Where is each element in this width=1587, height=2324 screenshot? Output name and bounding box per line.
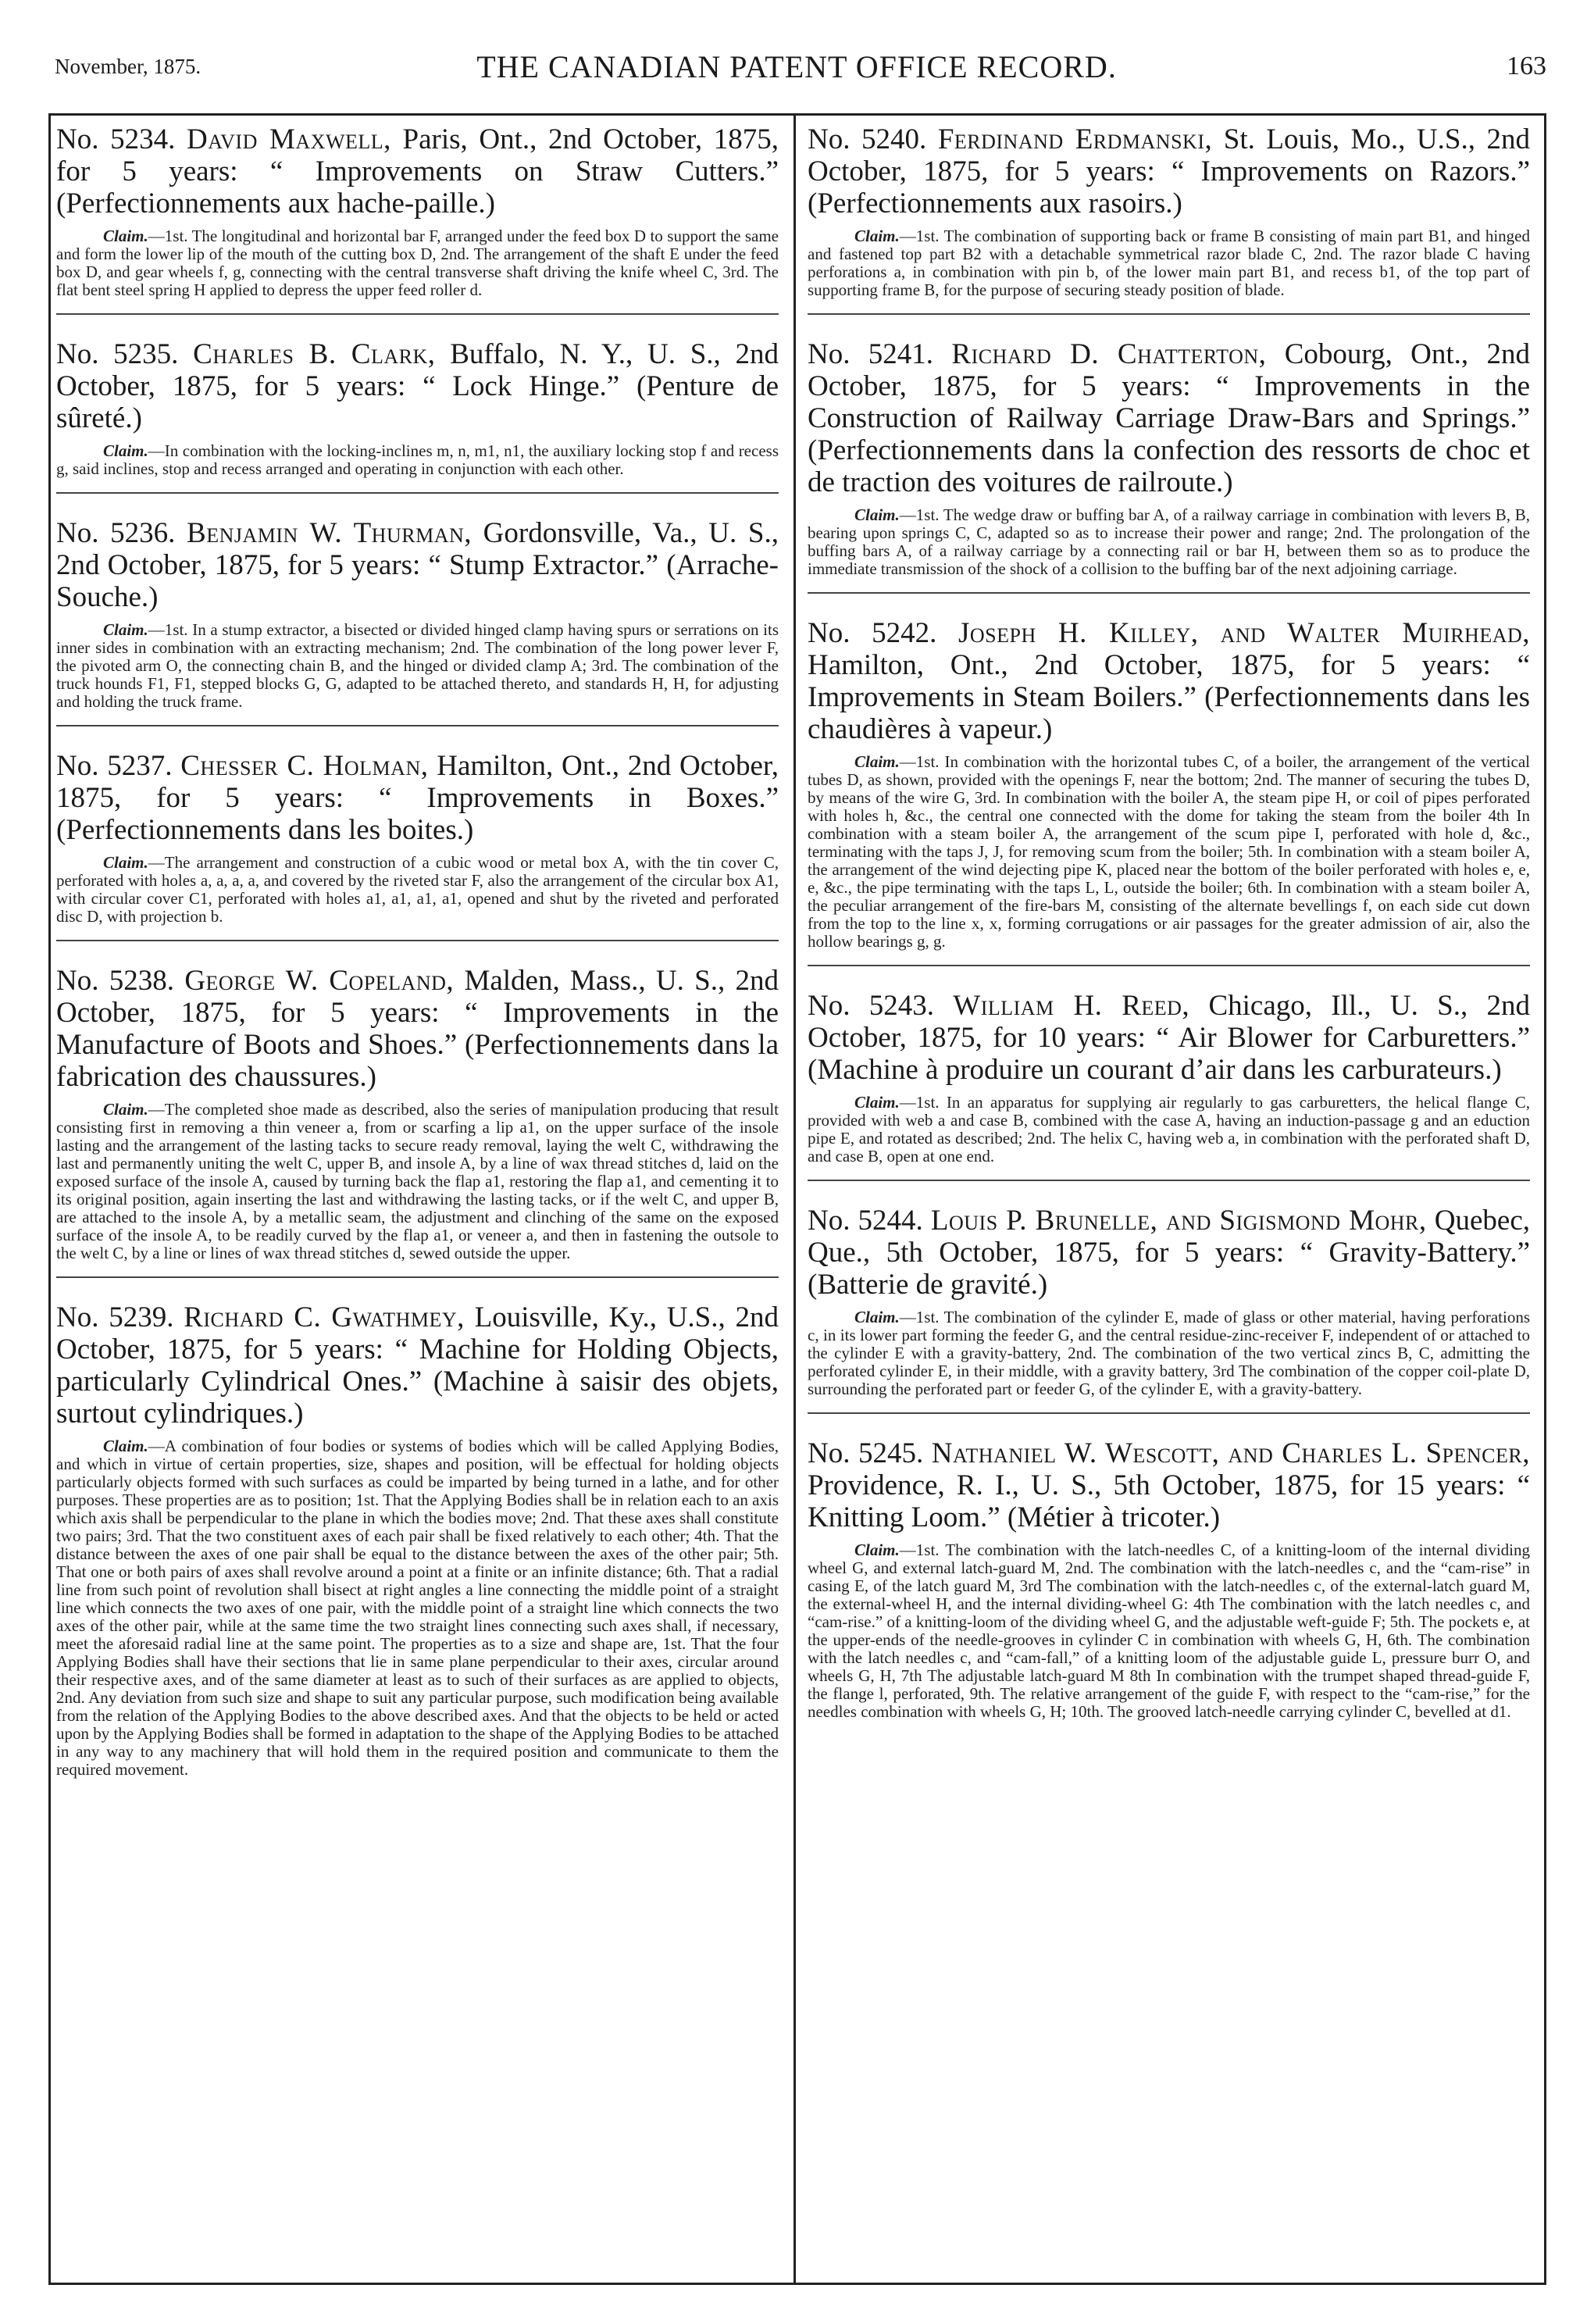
claim-label: Claim. <box>103 227 148 245</box>
claim-label: Claim. <box>854 1093 900 1112</box>
patent-entry <box>808 338 1530 594</box>
journal-title: THE CANADIAN PATENT OFFICE RECORD. <box>476 49 1117 84</box>
claim-text: —The completed shoe made as described, also the series of manipulation producing that result consisting first in removing a thin veneer a, from or scarfing a lip a1, on the upper surface of the insole lasting and the arrangement of the lasting tacks to secure ready removal, laying the welt C, withdrawing the last and permanently uniting the welt C, upper B, and insole A, by a line of wax thread stitches d, laid on the exposed surface of the insole A, caused by turning back the flap a1, restoring the flap a1, and cementing it to its original position, again inserting the last and withdrawing the lasting tacks, or if the welt C, and upper B, are attached to the insole A, by a metallic seam, the adjustment and clinching of the same on the exposed surface of the insole A, to be readily curved by the flap a1, or veneer a, and then in fastening the outsole to the welt C, by a line or lines of wax thread stitches d, sewed outside the upper. <box>56 1100 779 1262</box>
inventor-name: Chesser C. Holman, <box>180 750 429 782</box>
patent-details: Hamilton, Ont., 2nd October, 1875, for 5 years: “ Improvements in Steam Boilers.” (Perfectionnements dans les chaudières à vapeur.) <box>808 649 1530 745</box>
patent-entry <box>56 965 779 1278</box>
patent-entry <box>56 338 779 494</box>
patent-details: Louisville, Ky., U.S., 2nd October, 1875, for 5 years: “ Machine for Holding Objects, particularly Cylindrical Ones.” (Machine à saisir des objets, surtout cylindriques.) <box>56 1301 779 1430</box>
claim-label: Claim. <box>854 1540 900 1559</box>
patent-details: Quebec, Que., 5th October, 1875, for 5 years: “ Gravity-Battery.” (Batterie de gravité.) <box>808 1205 1530 1301</box>
inventor-name: Nathaniel W. Wescott, and Charles L. Spencer, <box>931 1437 1530 1469</box>
patent-number: No. 5235. <box>56 338 179 370</box>
patent-number: No. 5234. <box>56 123 176 155</box>
claim-text: —1st. The combination with the latch-needles C, of a knitting-loom of the internal dividing wheel G, and external latch-guard M, 2nd. The combination with the latch-needles c, and the “cam-rise” in casing E, of the latch guard M, 3rd The combination with the latch-needles c, of the external-latch guard M, the external-wheel H, and the internal dividing-wheel G: 4th The combination with the latch needles c, and “cam-rise.” of a knitting-loom of the dividing wheel G, and the adjustable weft-guide F; 5th. The pockets e, at the upper-ends of the needle-grooves in cylinder C in combination with wheels G, H, 6th. The combination with the latch needles c, and “cam-fall,” of a knitting loom of the adjustable guide L, pressure burr O, and wheels G, H, 7th The adjustable latch-guard M 8th In combination with the trumpet shaped thread-guide F, the flange l, perforated, 9th. The relative arrangement of the guide F, with respect to the “cam-rise,” for the needles combination with wheels G, H; 10th. The grooved latch-needle carrying cylinder C, bevelled at d1. <box>808 1540 1530 1721</box>
patent-entry <box>808 1437 1530 1721</box>
entry-separator <box>56 725 779 726</box>
patent-details: Cobourg, Ont., 2nd October, 1875, for 5 years: “ Improvements in the Construction of Railway Carriage Draw-Bars and Springs.” (Perfectionnements dans la confection des ressorts de choc et de traction des voitures de railroute.) <box>808 338 1530 498</box>
patent-entry <box>56 750 779 941</box>
entry-separator <box>808 1412 1530 1414</box>
patent-details: Providence, R. I., U. S., 5th October, 1875, for 15 years: “ Knitting Loom.” (Métier à tricoter.) <box>808 1469 1530 1533</box>
patent-details: Hamilton, Ont., 2nd October, 1875, for 5 years: “ Improvements in Boxes.” (Perfectionnements dans les boites.) <box>56 750 779 846</box>
claim-label: Claim. <box>854 505 900 524</box>
entry-separator <box>808 1180 1530 1181</box>
patent-heading <box>808 1437 1530 1533</box>
patent-number: No. 5238. <box>56 965 175 997</box>
entry-separator <box>56 313 779 315</box>
patent-claim <box>56 1101 779 1262</box>
claim-text: —1st. In combination with the horizontal tubes C, of a boiler, the arrangement of the vertical tubes D, as shown, provided with the openings F, near the bottom; 2nd. The manner of securing the tubes D, by means of the wire G, 3rd. In combination with the boiler A, the steam pipe H, or coil of pipes perforated with holes h, &c., the central one connected with the dome for taking the steam from the boiler 4th In combination with a steam boiler A, the arrangement of the scum pipe I, perforated with hole d, &c., terminating with the taps J, J, for removing scum from the boiler; 5th. In combination with a steam boiler A, the arrangement of the wind dejecting pipe K, placed near the bottom of the boiler perforated with holes e, e, e, &c., the pipe terminating with the taps L, L, outside the boiler; 6th. In combination with a steam boiler A, the peculiar arrangement of the fire-bars M, consisting of the alternate bevellings f, on each side cut down from the top to the line x, x, forming corrugations or air passages for the greater admission of air, also the hollow bearings g, g. <box>808 752 1530 951</box>
patent-claim <box>56 621 779 711</box>
patent-details: St. Louis, Mo., U.S., 2nd October, 1875, for 5 years: “ Improvements on Razors.” (Perfectionnements aux rasoirs.) <box>808 123 1531 220</box>
left-column <box>56 123 779 1802</box>
claim-text: —A combination of four bodies or systems of bodies which will be called Applying Bodies, and which in virtue of certain properties, size, shapes and position, will be effectual for holding objects particularly objects formed with such surfaces as could be imparted by being turned in a lathe, and for other purposes. These properties are as to position; 1st. That the Applying Bodies shall be in relation each to an axis which axis shall be perpendicular to the plane in which the bodies move; 2nd. That these axes shall constitute two pairs; 3rd. That the two constituent axes of each pair shall be fixed relatively to each other; 4th. That the distance between the axes of one pair shall be equal to the distance between the axes of the other pair; 5th. That one or both pairs of axes shall revolve around a point at a finite or an infinite distance; 6th. That a radial line from such point of revolution shall bisect at right angles a line connecting the middle point of a straight line which connects the two axes of one pair, with the middle point of a straight line which connects the two axes of the other pair, while at the same time the two straight lines connecting such axes shall, if necessary, meet the aforesaid radial line at the same point. The properties as to a size and shape are, 1st. That the four Applying Bodies shall have their sections that lie in same plane perpendicular to their axes, circular around their respective axes, and of the same diameter at least as to such of their surfaces as are applied to objects, 2nd. Any deviation from such size and shape to suit any particular purpose, such modification being available from the relation of the Applying Bodies to the above described axes. And that the objects to be held or acted upon by the Applying Bodies shall be formed in adaptation to the shape of the Applying Bodies to be attached in any way to any machinery that will hold them in the required position and communicate to them the required movement. <box>56 1437 779 1779</box>
claim-label: Claim. <box>854 227 900 245</box>
patent-claim <box>56 1437 779 1779</box>
claim-label: Claim. <box>103 853 148 872</box>
entry-separator <box>56 1276 779 1278</box>
claim-text: —1st. The longitudinal and horizontal bar F, arranged under the feed box D to support the same and form the lower lip of the mouth of the cutting box D, 2nd. The arrangement of the shaft E under the feed box D, and gear wheels f, g, connecting with the central transverse shaft driving the knife wheel C, 3rd. The flat bent steel spring H applied to depress the upper feed roller d. <box>56 227 779 299</box>
patent-details: Gordonsville, Va., U. S., 2nd October, 1875, for 5 years: “ Stump Extractor.” (Arrache-Souche.) <box>56 517 779 613</box>
claim-label: Claim. <box>103 620 148 639</box>
inventor-name: Richard C. Gwathmey, <box>184 1301 465 1333</box>
patent-heading <box>56 123 779 220</box>
patent-number: No. 5242. <box>808 617 937 649</box>
patent-heading <box>56 750 779 846</box>
claim-label: Claim. <box>854 1308 900 1326</box>
claim-text: —The arrangement and construction of a cubic wood or metal box A, with the tin cover C, perforated with holes a, a, a, a, and covered by the riveted star F, also the arrangement of the circular box A1, with circular cover C1, perforated with holes a1, a1, a1, a1, opened and shut by the riveted and perforated disc D, with projection b. <box>56 853 779 926</box>
patent-claim <box>808 1541 1530 1721</box>
patent-details: Chicago, Ill., U. S., 2nd October, 1875, for 10 years: “ Air Blower for Carburetters.” (Machine à produire un courant d’air dans les carburateurs.) <box>808 990 1531 1086</box>
claim-label: Claim. <box>103 441 148 460</box>
patent-claim <box>808 506 1530 578</box>
entry-separator <box>808 592 1530 594</box>
patent-heading <box>808 123 1530 220</box>
claim-text: —1st. In a stump extractor, a bisected or divided hinged clamp having spurs or serrations on its inner sides in combination with an extracting mechanism; 2nd. The combination of the long power lever F, the pivoted arm O, the connecting chain B, and the hinged or divided clamp A; 3rd. The combination of the truck hounds F1, F1, stepped blocks G, G, adapted to be attached thereto, and standards H, H, for adjusting and holding the truck frame. <box>56 620 779 711</box>
claim-label: Claim. <box>103 1437 148 1455</box>
entry-separator <box>808 965 1530 966</box>
patent-entry <box>808 123 1530 315</box>
page-number: 163 <box>1507 52 1546 80</box>
page-header <box>47 37 1546 84</box>
patent-heading <box>56 965 779 1093</box>
claim-label: Claim. <box>854 752 900 771</box>
patent-heading <box>808 1205 1530 1301</box>
patent-claim <box>56 442 779 478</box>
patent-number: No. 5243. <box>808 990 934 1022</box>
right-column <box>808 123 1530 1744</box>
patent-claim <box>56 854 779 926</box>
inventor-name: William H. Reed, <box>953 990 1190 1022</box>
column-divider <box>794 113 796 2285</box>
inventor-name: Louis P. Brunelle, and Sigismond Mohr, <box>930 1205 1427 1237</box>
patent-entry <box>56 123 779 315</box>
patent-number: No. 5237. <box>56 750 173 782</box>
patent-heading <box>808 617 1530 745</box>
inventor-name: Benjamin W. Thurman, <box>187 517 472 549</box>
claim-text: —1st. The wedge draw or buffing bar A, of a railway carriage in combination with levers B, B, bearing upon springs C, C, adapted so as to increase their power and range; 2nd. The prolongation of the buffing bars A, of a railway carriage by a connecting rail or bar H, between them so as to produce the immediate transmission of the shock of a collision to the buffing bar of the next adjoining carriage. <box>808 505 1530 578</box>
patent-entry <box>56 517 779 726</box>
patent-number: No. 5245. <box>808 1437 924 1469</box>
patent-entry <box>808 1205 1530 1414</box>
entry-separator <box>56 940 779 941</box>
patent-claim <box>808 1094 1530 1166</box>
patent-claim <box>808 1308 1530 1398</box>
patent-heading <box>808 990 1530 1086</box>
claim-text: —1st. In an apparatus for supplying air regularly to gas carburetters, the helical flange C, provided with web a and case B, combined with the case A, having an induction-passage g and an eduction pipe E, and rotated as described; 2nd. The helix C, having web a, in combination with the perforated shaft D, and case B, open at one end. <box>808 1093 1530 1166</box>
patent-details: Buffalo, N. Y., U. S., 2nd October, 1875, for 5 years: “ Lock Hinge.” (Penture de sûreté.) <box>56 338 779 434</box>
claim-label: Claim. <box>103 1100 148 1119</box>
patent-entry <box>808 617 1530 966</box>
claim-text: —1st. The combination of supporting back or frame B consisting of main part B1, and hinged and fastened top part B2 with a detachable symmetrical razor blade C, 2nd. The razor blade C having perforations a, in combination with pin b, of the lower main part B1, and recess b1, of the top part of supporting frame B, for the purpose of securing steady position of blade. <box>808 227 1530 299</box>
patent-number: No. 5236. <box>56 517 176 549</box>
patent-heading <box>56 517 779 613</box>
entry-separator <box>56 492 779 494</box>
inventor-name: Ferdinand Erdmanski, <box>937 123 1213 155</box>
patent-heading <box>56 338 779 434</box>
patent-claim <box>808 753 1530 951</box>
patent-details: Malden, Mass., U. S., 2nd October, 1875, for 5 years: “ Improvements in the Manufacture of Boots and Shoes.” (Perfectionnements dans la fabrication des chaussures.) <box>56 965 779 1093</box>
inventor-name: Joseph H. Killey, and Walter Muirhead, <box>958 617 1531 649</box>
entry-separator <box>808 313 1530 315</box>
issue-date: November, 1875. <box>55 55 201 78</box>
patent-claim <box>808 227 1530 299</box>
patent-number: No. 5241. <box>808 338 934 370</box>
inventor-name: David Maxwell, <box>187 123 391 155</box>
inventor-name: Richard D. Chatterton, <box>951 338 1267 370</box>
patent-number: No. 5239. <box>56 1301 174 1333</box>
patent-heading <box>808 338 1530 498</box>
patent-entry <box>56 1301 779 1779</box>
inventor-name: Charles B. Clark, <box>193 338 436 370</box>
patent-entry <box>808 990 1530 1181</box>
patent-claim <box>56 227 779 299</box>
patent-number: No. 5240. <box>808 123 927 155</box>
claim-text: —In combination with the locking-inclines m, n, m1, n1, the auxiliary locking stop f and recess g, said inclines, stop and recess arranged and operating in conjunction with each other. <box>56 441 779 478</box>
patent-number: No. 5244. <box>808 1205 923 1237</box>
claim-text: —1st. The combination of the cylinder E, made of glass or other material, having perforations c, in its lower part forming the feeder G, and the central residue-zinc-receiver F, independent of or attached to the cylinder E with a gravity-battery, 2nd. The combination of the two vertical zincs B, C, admitting the perforated cylinder E, in their middle, with a gravity battery, 3rd The combination of the copper coil-plate D, surrounding the perforated part or feeder G, of the cylinder E, with a gravity-battery. <box>808 1308 1530 1398</box>
patent-details: Paris, Ont., 2nd October, 1875, for 5 years: “ Improvements on Straw Cutters.” (Perfectionnements aux hache-paille.) <box>56 123 779 220</box>
patent-heading <box>56 1301 779 1430</box>
inventor-name: George W. Copeland, <box>184 965 455 997</box>
